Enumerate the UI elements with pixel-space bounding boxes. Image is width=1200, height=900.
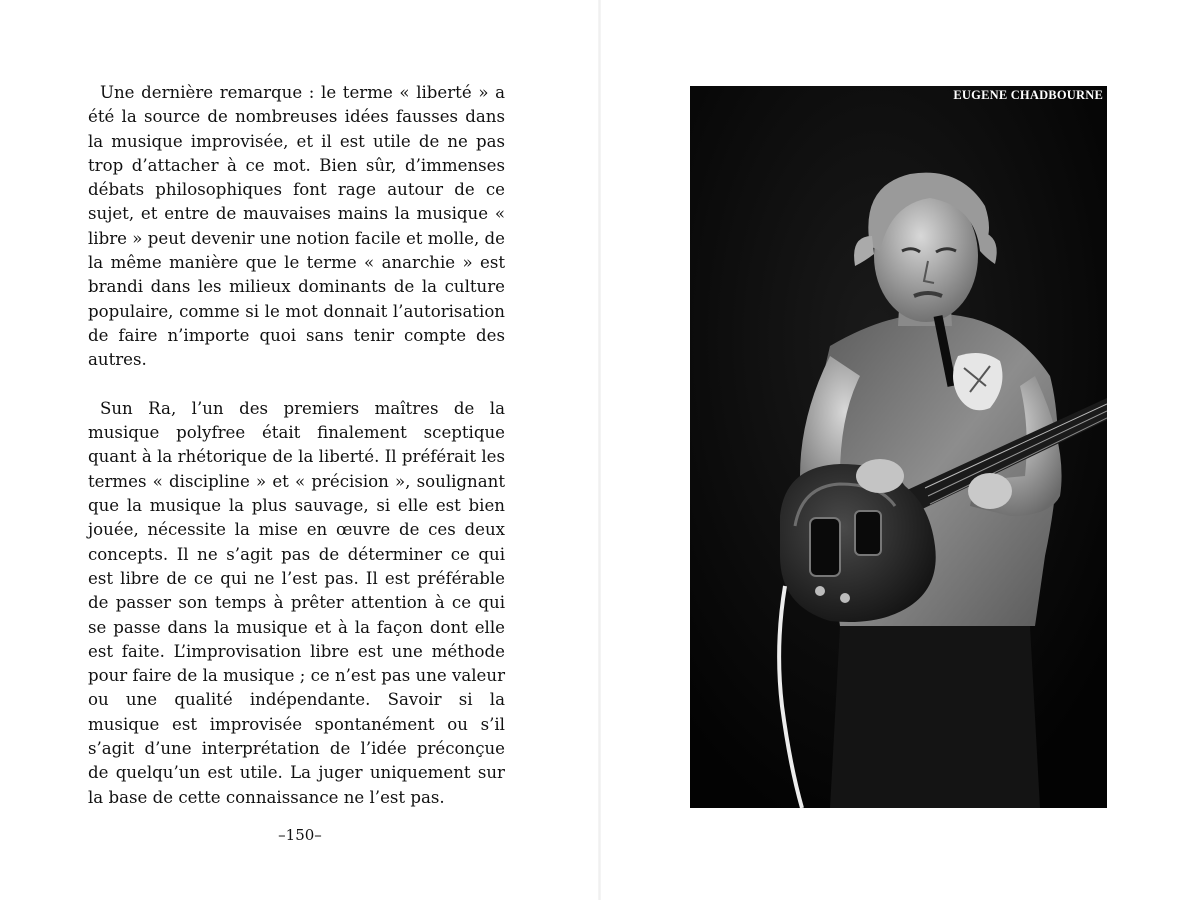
guitarist-illustration [690,86,1107,808]
body-text [88,81,505,810]
paragraph-freedom-remark: Une dernière remarque : le terme « liberté » a été la source de nombreuses idées fausses dans la musique improvisée, et il est utile de ne pas trop d’attacher à ce mot. Bien sûr, d’immenses débats philosophiques font rage autour de ce sujet, et entre de mauvaises mains la musique « libre » peut devenir une notion facile et molle, de la même manière que le terme « anarchie » est brandi dans les milieux dominants de la culture populaire, comme si le mot donnait l’autorisation de faire n’importe quoi sans tenir compte des autres. [88,83,505,370]
guitarist-photo [690,86,1107,808]
page-number: –150– [278,826,322,844]
right-page [600,0,1200,900]
paragraph-sun-ra: Sun Ra, l’un des premiers maîtres de la musique polyfree était finalement sceptique quant à la rhétorique de la liberté. Il préférait les termes « discipline » et « précision », soulignant que la musique la plus sauvage, si elle est bien jouée, nécessite la mise en œuvre de ces deux concepts. Il ne s’agit pas de déterminer ce qui est libre de ce qui ne l’est pas. Il est préférable de passer son temps à prêter attention à ce qui se passe dans la musique et à la façon dont elle est faite. L’improvisation libre est une méthode pour faire de la musique ; ce n’est pas une valeur ou une qualité indépendante. Savoir si la musique est improvisée spontanément ou s’il s’agit d’une interprétation de l’idée préconçue de quelqu’un est utile. La juger uniquement sur la base de cette connaissance ne l’est pas. [88,398,505,807]
photo-caption: EUGENE CHADBOURNE [953,88,1103,102]
